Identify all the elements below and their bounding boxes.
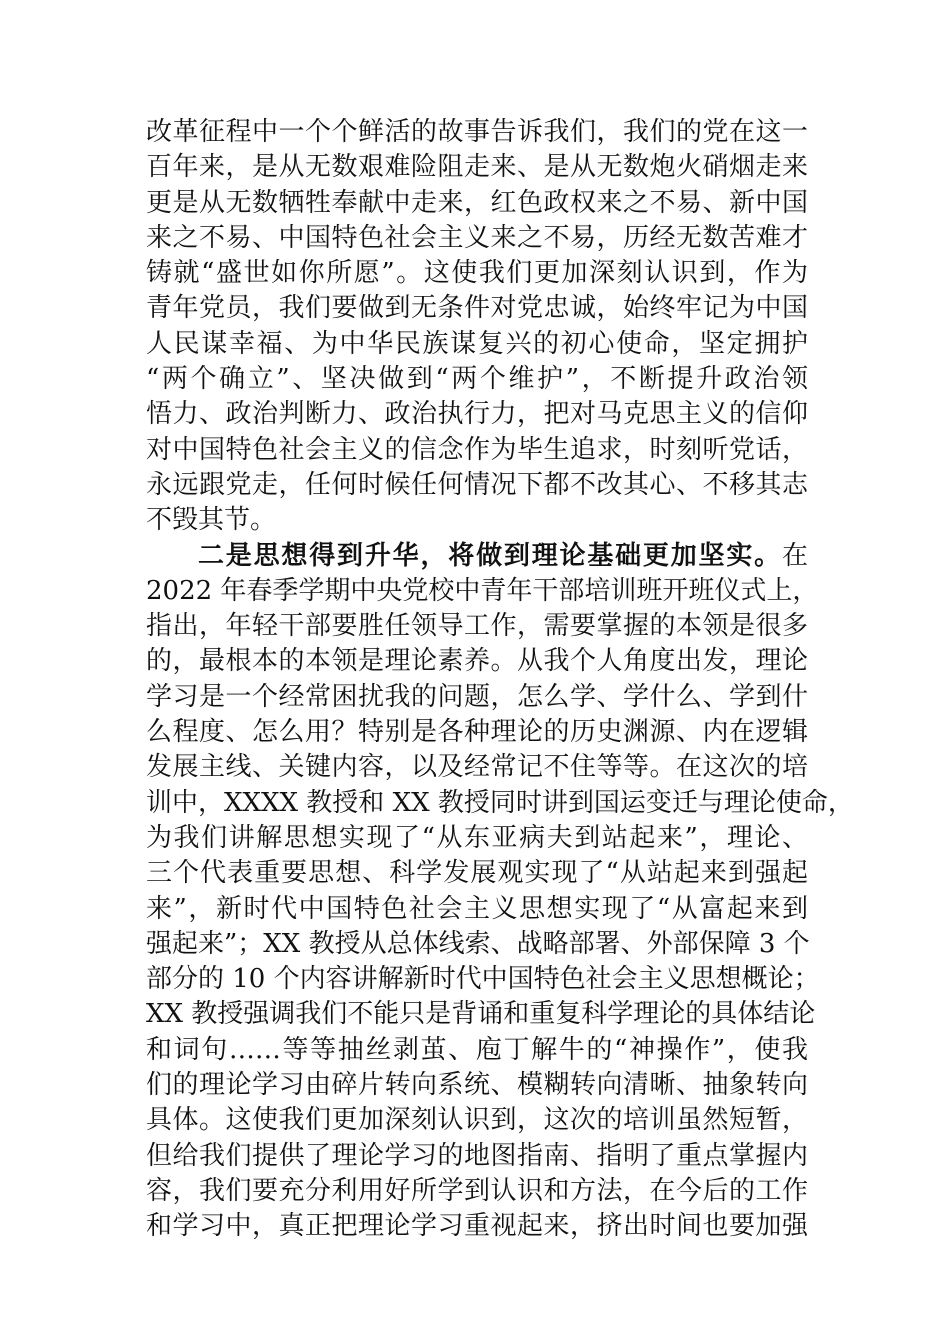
paragraph-2-line: 指出，年轻干部要胜任领导工作，需要掌握的本领是很多 [146,611,808,642]
section-heading: 二是思想得到升华，将做到理论基础更加坚实。 [198,540,782,571]
paragraph-2-line: 容，我们要充分利用好所学到认识和方法，在今后的工作 [146,1175,808,1206]
paragraph-2-line: 三个代表重要思想、科学发展观实现了“从站起来到强起 [146,858,808,889]
paragraph-2 [146,539,854,1245]
paragraph-2-line: 为我们讲解思想实现了“从东亚病夫到站起来”，理论、 [146,822,808,853]
paragraph-2-line: 学习是一个经常困扰我的问题，怎么学、学什么、学到什 [146,681,808,712]
paragraph-2-first-line [146,539,808,574]
paragraph-1-line: 对中国特色社会主义的信念作为毕生追求，时刻听党话， [146,434,808,465]
paragraph-1-line: 百年来，是从无数艰难险阻走来、是从无数炮火硝烟走来 [146,152,808,183]
paragraph-2-line: 发展主线、关键内容，以及经常记不住等等。在这次的培 [146,752,808,783]
paragraph-1-line: 改革征程中一个个鲜活的故事告诉我们，我们的党在这一 [146,117,808,147]
paragraph-2-line: 强起来”；XX 教授从总体线索、战略部署、外部保障 3 个 [146,928,810,959]
paragraph-1-line: 永远跟党走，任何时候任何情况下都不改其心、不移其志 [146,469,808,500]
paragraph-1 [146,115,808,539]
paragraph-1-line: 人民谋幸福、为中华民族谋复兴的初心使命，坚定拥护 [146,328,808,359]
paragraph-1-line: 来之不易、中国特色社会主义来之不易，历经无数苦难才 [146,222,808,253]
paragraph-2-line: 具体。这使我们更加深刻认识到，这次的培训虽然短暂， [146,1105,808,1136]
paragraph-2-line: 的，最根本的本领是理论素养。从我个人角度出发，理论 [146,646,808,677]
paragraph-2-line: 部分的 10 个内容讲解新时代中国特色社会主义思想概论； [146,964,820,995]
document-page [146,115,854,1245]
paragraph-2-line: 们的理论学习由碎片转向系统、模糊转向清晰、抽象转向 [146,1070,808,1101]
paragraph-1-line: 铸就“盛世如你所愿”。这使我们更加深刻认识到，作为 [146,258,808,289]
paragraph-1-line: 青年党员，我们要做到无条件对党忠诚，始终牢记为中国 [146,293,808,324]
paragraph-1-line: 更是从无数牺牲奉献中走来，红色政权来之不易、新中国 [146,187,808,218]
paragraph-1-line: 悟力、政治判断力、政治执行力，把对马克思主义的信仰 [146,399,808,430]
paragraph-2-line: 和学习中，真正把理论学习重视起来，挤出时间也要加强 [146,1211,808,1242]
paragraph-2-line: 来”，新时代中国特色社会主义思想实现了“从富起来到 [146,893,808,924]
paragraph-2-first-line-rest: 在 [781,540,808,571]
paragraph-2-line: 么程度、怎么用？特别是各种理论的历史渊源、内在逻辑 [146,717,808,748]
paragraph-2-line: XX 教授强调我们不能只是背诵和重复科学理论的具体结论 [146,999,816,1030]
paragraph-1-line: “两个确立”、坚决做到“两个维护”，不断提升政治领 [146,364,808,395]
paragraph-2-line: 2022 年春季学期中央党校中青年干部培训班开班仪式上， [146,575,819,606]
paragraph-2-line: 但给我们提供了理论学习的地图指南、指明了重点掌握内 [146,1140,808,1171]
paragraph-2-line: 和词句……等等抽丝剥茧、庖丁解牛的“神操作”，使我 [146,1034,808,1065]
paragraph-2-line: 训中，XXXX 教授和 XX 教授同时讲到国运变迁与理论使命， [146,787,854,818]
paragraph-1-line: 不毁其节。 [146,505,277,536]
